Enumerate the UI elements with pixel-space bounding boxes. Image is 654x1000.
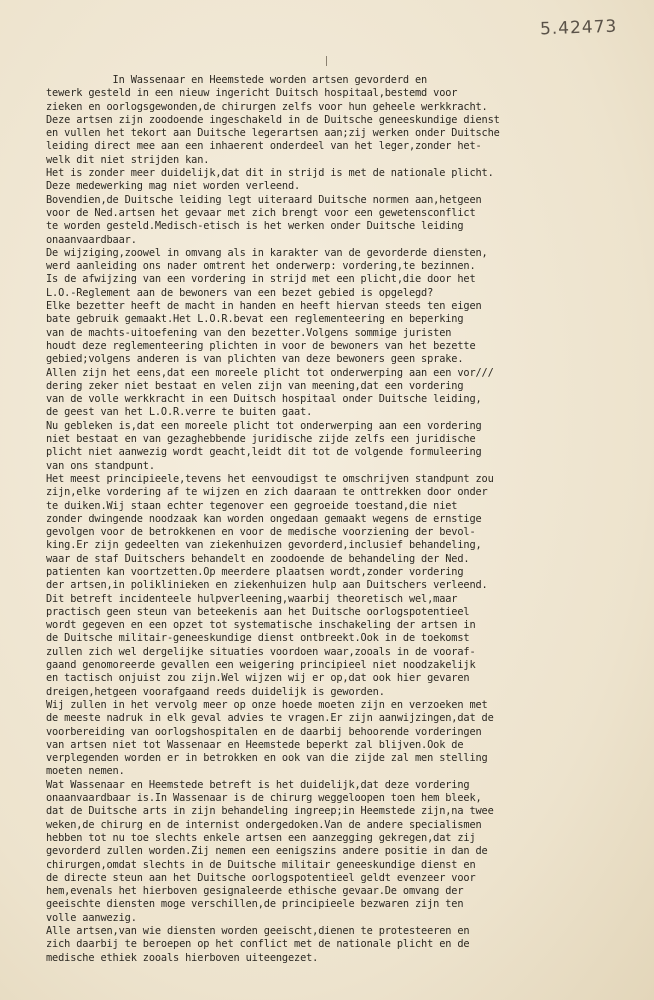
text-line: Alle artsen,van wie diensten worden geeischt,dienen te protesteeren en bbox=[46, 925, 470, 937]
text-line: van ons standpunt. bbox=[46, 459, 155, 472]
text-line: verplegenden worden er in betrokken en ook van die zijde zal men stelling bbox=[46, 752, 488, 765]
text-line: waar de staf Duitschers behandelt en zoodoende de behandeling der Ned. bbox=[46, 552, 470, 565]
text-line: onaanvaardbaar. bbox=[46, 233, 137, 246]
text-line: van de machts-uitoefening van den bezetter.Volgens sommige juristen bbox=[46, 326, 452, 339]
text-line: patienten kan voortzetten.Op meerdere plaatsen wordt,zonder vordering bbox=[46, 565, 464, 578]
text-line: niet bestaat en van gezaghebbende juridische zijde zelfs een juridische bbox=[46, 433, 476, 446]
text-line: Bovendien,de Duitsche leiding legt uiteraard Duitsche normen aan,hetgeen bbox=[46, 193, 482, 206]
text-line: van artsen niet tot Wassenaar en Heemstede beperkt zal blijven.Ook de bbox=[46, 738, 464, 751]
text-line: Allen zijn het eens,dat een moreele plicht tot onderwerping aan een vor/// bbox=[46, 366, 494, 379]
text-line: onaanvaardbaar is.In Wassenaar is de chirurg weggeloopen toen hem bleek, bbox=[46, 792, 482, 805]
text-line: de meeste nadruk in elk geval advies te vragen.Er zijn aanwijzingen,dat de bbox=[46, 712, 494, 725]
text-line: wordt gegeven en een opzet tot systematische inschakeling der artsen in bbox=[46, 619, 476, 632]
typed-letter-body bbox=[46, 74, 652, 965]
text-line: leiding direct mee aan een inhaerent onderdeel van het leger,zonder het- bbox=[46, 140, 482, 153]
text-line: der artsen,in poliklinieken en ziekenhuizen hulp aan Duitschers verleend. bbox=[46, 579, 488, 592]
text-line: voor de Ned.artsen het gevaar met zich brengt voor een gewetensconflict bbox=[46, 206, 476, 219]
text-line: houdt deze reglementeering plichten in voor de bewoners van het bezette bbox=[46, 339, 476, 352]
text-line: Het meest principieele,tevens het eenvoudigst te omschrijven standpunt zou bbox=[46, 472, 494, 485]
text-line: welk dit niet strijden kan. bbox=[46, 153, 210, 166]
text-line: hebben tot nu toe slechts enkele artsen een aanzegging gekregen,dat zij bbox=[46, 831, 476, 844]
text-line: In Wassenaar en Heemstede worden artsen gevorderd en bbox=[46, 74, 428, 86]
text-line: de directe steun aan het Duitsche oorlogspotentieel geldt evenzeer voor bbox=[46, 871, 476, 884]
text-line: dering zeker niet bestaat en velen zijn van meening,dat een vordering bbox=[46, 379, 464, 392]
text-line: volle aanwezig. bbox=[46, 911, 137, 924]
text-line: Nu gebleken is,dat een moreele plicht tot onderwerping aan een vordering bbox=[46, 419, 482, 432]
text-line: Dit betreft incidenteele hulpverleening,waarbij theoretisch wel,maar bbox=[46, 592, 458, 605]
text-line: en vullen het tekort aan Duitsche legerartsen aan;zij werken onder Duitsche bbox=[46, 127, 500, 140]
text-line: weken,de chirurg en de internist ondergedoken.Van de andere specialismen bbox=[46, 818, 482, 831]
text-line: king.Er zijn gedeelten van ziekenhuizen gevorderd,inclusief behandeling, bbox=[46, 539, 482, 552]
text-line: Wat Wassenaar en Heemstede betreft is het duidelijk,dat deze vordering bbox=[46, 778, 470, 791]
text-line: gevolgen voor de betrokkenen en voor de medische voorziening der bevol- bbox=[46, 526, 476, 539]
text-line: bate gebruik gemaakt.Het L.O.R.bevat een reglementeering en beperking bbox=[46, 313, 464, 326]
text-line: tewerk gesteld in een nieuw ingericht Duitsch hospitaal,bestemd voor bbox=[46, 87, 458, 100]
text-line: zullen zich wel dergelijke situaties voordoen waar,zooals in de vooraf- bbox=[46, 645, 476, 658]
text-line: Is de afwijzing van een vordering in strijd met een plicht,die door het bbox=[46, 273, 476, 286]
text-line: Wij zullen in het vervolg meer op onze hoede moeten zijn en verzoeken met bbox=[46, 698, 488, 711]
text-line: te duiken.Wij staan echter tegenover een gegroeide toestand,die niet bbox=[46, 499, 458, 512]
text-line: dat de Duitsche arts in zijn behandeling ingreep;in Heemstede zijn,na twee bbox=[46, 805, 494, 818]
text-line: zich daarbij te beroepen op het conflict met de nationale plicht en de bbox=[46, 938, 470, 951]
text-line: hem,evenals het hierboven gesignaleerde ethische gevaar.De omvang der bbox=[46, 885, 464, 898]
text-line: werd aanleiding ons nader omtrent het onderwerp: vordering,te bezinnen. bbox=[46, 260, 476, 273]
text-line: dreigen,hetgeen voorafgaand reeds duidelijk is geworden. bbox=[46, 685, 385, 698]
text-line: geeischte diensten moge verschillen,de principieele bezwaren zijn ten bbox=[46, 898, 464, 911]
text-line: Het is zonder meer duidelijk,dat dit in strijd is met de nationale plicht. bbox=[46, 167, 494, 180]
text-line: zijn,elke vordering af te wijzen en zich daaraan te onttrekken door onder bbox=[46, 486, 488, 499]
text-line: te worden gesteld.Medisch-etisch is het werken onder Duitsche leiding bbox=[46, 220, 464, 233]
text-line: gebied;volgens anderen is van plichten van deze bewoners geen sprake. bbox=[46, 353, 464, 366]
text-line: de geest van het L.O.R.verre te buiten gaat. bbox=[46, 406, 313, 419]
text-line: De wijziging,zoowel in omvang als in karakter van de gevorderde diensten, bbox=[46, 246, 488, 259]
text-line: plicht niet aanwezig wordt geacht,leidt dit tot de volgende formuleering bbox=[46, 446, 482, 459]
text-line: L.O.-Reglement aan de bewoners van een bezet gebied is opgelegd? bbox=[46, 286, 434, 299]
text-line: moeten nemen. bbox=[46, 765, 125, 778]
archive-number: 5.42473 bbox=[539, 16, 618, 40]
text-line: practisch geen steun van beteekenis aan het Duitsche oorlogspotentieel bbox=[46, 605, 470, 618]
text-line: de Duitsche militair-geneeskundige dienst ontbreekt.Ook in de toekomst bbox=[46, 632, 470, 645]
text-line: zonder dwingende noodzaak kan worden ongedaan gemaakt wegens de ernstige bbox=[46, 512, 482, 525]
text-line: zieken en oorlogsgewonden,de chirurgen zelfs voor hun geheele werkkracht. bbox=[46, 100, 488, 113]
text-line: gevorderd zullen worden.Zij nemen een eenigszins andere positie in dan de bbox=[46, 845, 488, 858]
text-line: van de volle werkkracht in een Duitsch hospitaal onder Duitsche leiding, bbox=[46, 393, 482, 406]
text-line: Elke bezetter heeft de macht in handen en heeft hiervan steeds ten eigen bbox=[46, 300, 482, 313]
text-line: voorbereiding van oorlogshospitalen en de daarbij behoorende vorderingen bbox=[46, 725, 482, 738]
text-line: Deze medewerking mag niet worden verleend. bbox=[46, 180, 301, 193]
text-line: en tactisch onjuist zou zijn.Wel wijzen wij er op,dat ook hier gevaren bbox=[46, 672, 470, 685]
text-line: medische ethiek zooals hierboven uiteengezet. bbox=[46, 951, 319, 964]
text-line: gaand genomoreerde gevallen een weigering principieel niet noodzakelijk bbox=[46, 659, 476, 672]
margin-mark bbox=[326, 56, 327, 66]
text-line: Deze artsen zijn zoodoende ingeschakeld in de Duitsche geneeskundige dienst bbox=[46, 113, 500, 126]
text-line: chirurgen,omdat slechts in de Duitsche militair geneeskundige dienst en bbox=[46, 858, 476, 871]
